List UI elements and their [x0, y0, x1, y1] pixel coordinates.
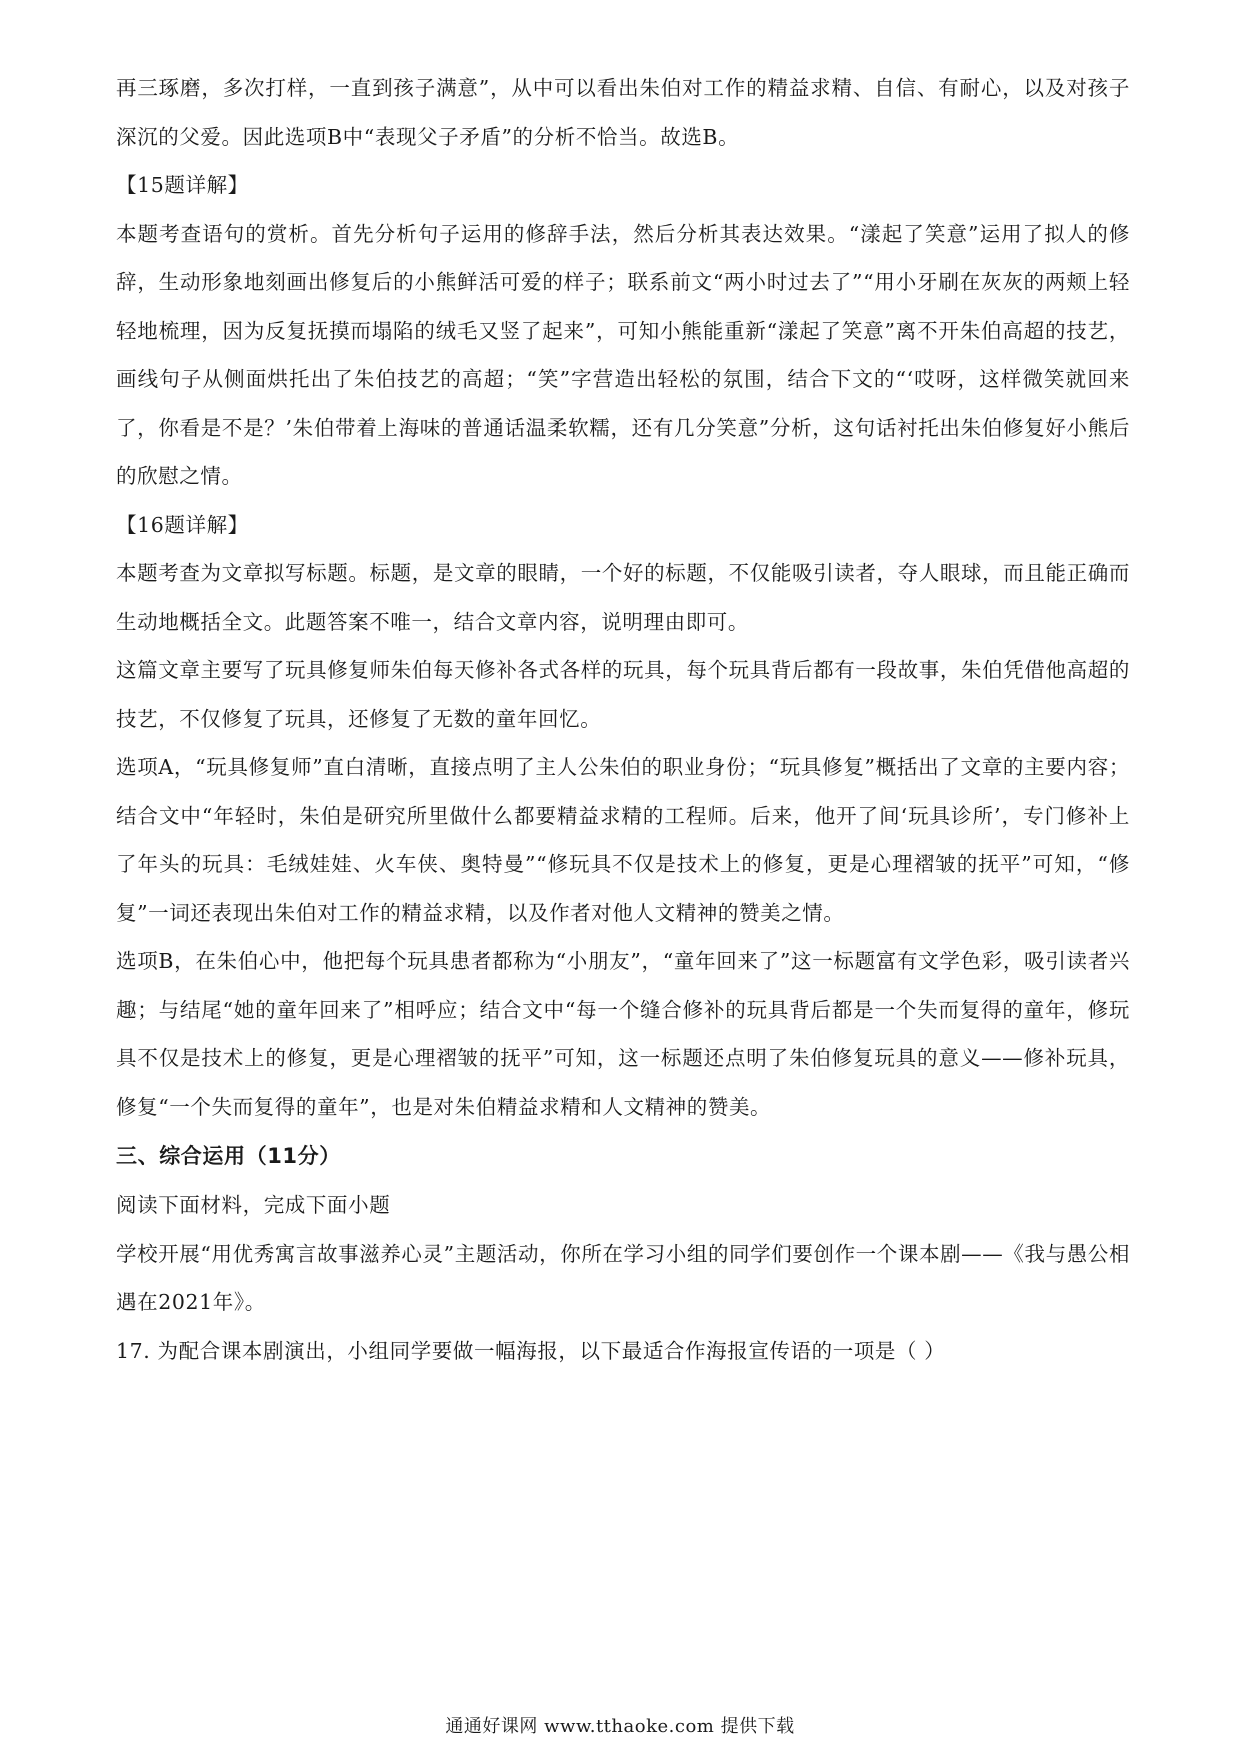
question-17: 17. 为配合课本剧演出，小组同学要做一幅海报，以下最适合作海报宣传语的一项是（ ）: [116, 1338, 946, 1363]
section-title-comprehensive: 三、综合运用（11分）: [116, 1144, 341, 1168]
paragraph-activity: 学校开展“用优秀寓言故事滋养心灵”主题活动，你所在学习小组的同学们要创作一个课本剧——《我与愚公相遇在2021年》。: [116, 1241, 1130, 1314]
paragraph-instruction: 阅读下面材料，完成下面小题: [116, 1193, 391, 1217]
paragraph-q14-conclusion: 再三琢磨，多次打样，一直到孩子满意”，从中可以看出朱伯对工作的精益求精、自信、有耐心，以及对孩子深沉的父爱。因此选项B中“表现父子矛盾”的分析不恰当。故选B。: [116, 76, 1130, 149]
paragraph-q16-option-b: 选项B，在朱伯心中，他把每个玩具患者都称为“小朋友”，“童年回来了”这一标题富有文学色彩，吸引读者兴趣；与结尾“她的童年回来了”相呼应；结合文中“每一个缝合修补的玩具背后都是一个失而复得的童年，修玩具不仅是技术上的修复，更是心理褶皱的抚平”可知，这一标题还点明了朱伯修复玩具的意义——修补玩具，修复“一个失而复得的童年”，也是对朱伯精益求精和人文精神的赞美。: [116, 949, 1130, 1119]
paragraph-q15-analysis: 本题考查语句的赏析。首先分析句子运用的修辞手法，然后分析其表达效果。“漾起了笑意”运用了拟人的修辞，生动形象地刻画出修复后的小熊鲜活可爱的样子；联系前文“两小时过去了”“用小牙刷在灰灰的两颊上轻轻地梳理，因为反复抚摸而塌陷的绒毛又竖了起来”，可知小熊能重新“漾起了笑意”离不开朱伯高超的技艺，画线句子从侧面烘托出了朱伯技艺的高超；“笑”字营造出轻松的氛围，结合下文的“‘哎呀，这样微笑就回来了，你看是不是？’朱伯带着上海味的普通话温柔软糯，还有几分笑意”分析，这句话衬托出朱伯修复好小熊后的欣慰之情。: [116, 221, 1130, 488]
paragraph-q16-option-a: 选项A，“玩具修复师”直白清晰，直接点明了主人公朱伯的职业身份；“玩具修复”概括出了文章的主要内容；结合文中“年轻时，朱伯是研究所里做什么都要精益求精的工程师。后来，他开了间‘玩具诊所’，专门修补上了年头的玩具：毛绒娃娃、火车侠、奥特曼”“修玩具不仅是技术上的修复，更是心理褶皱的抚平”可知，“修复”一词还表现出朱伯对工作的精益求精，以及作者对他人文精神的赞美之情。: [116, 755, 1130, 925]
paragraph-q16-summary: 这篇文章主要写了玩具修复师朱伯每天修补各式各样的玩具，每个玩具背后都有一段故事，朱伯凭借他高超的技艺，不仅修复了玩具，还修复了无数的童年回忆。: [116, 658, 1130, 731]
document-body: [116, 64, 1130, 1375]
q15-detail-heading: 【15题详解】: [116, 173, 249, 197]
paragraph-q16-intro: 本题考查为文章拟写标题。标题，是文章的眼睛，一个好的标题，不仅能吸引读者，夺人眼球，而且能正确而生动地概括全文。此题答案不唯一，结合文章内容，说明理由即可。: [116, 561, 1130, 634]
q16-detail-heading: 【16题详解】: [116, 512, 249, 537]
page-footer: 通通好课网 www.tthaoke.com 提供下载: [445, 1716, 795, 1737]
